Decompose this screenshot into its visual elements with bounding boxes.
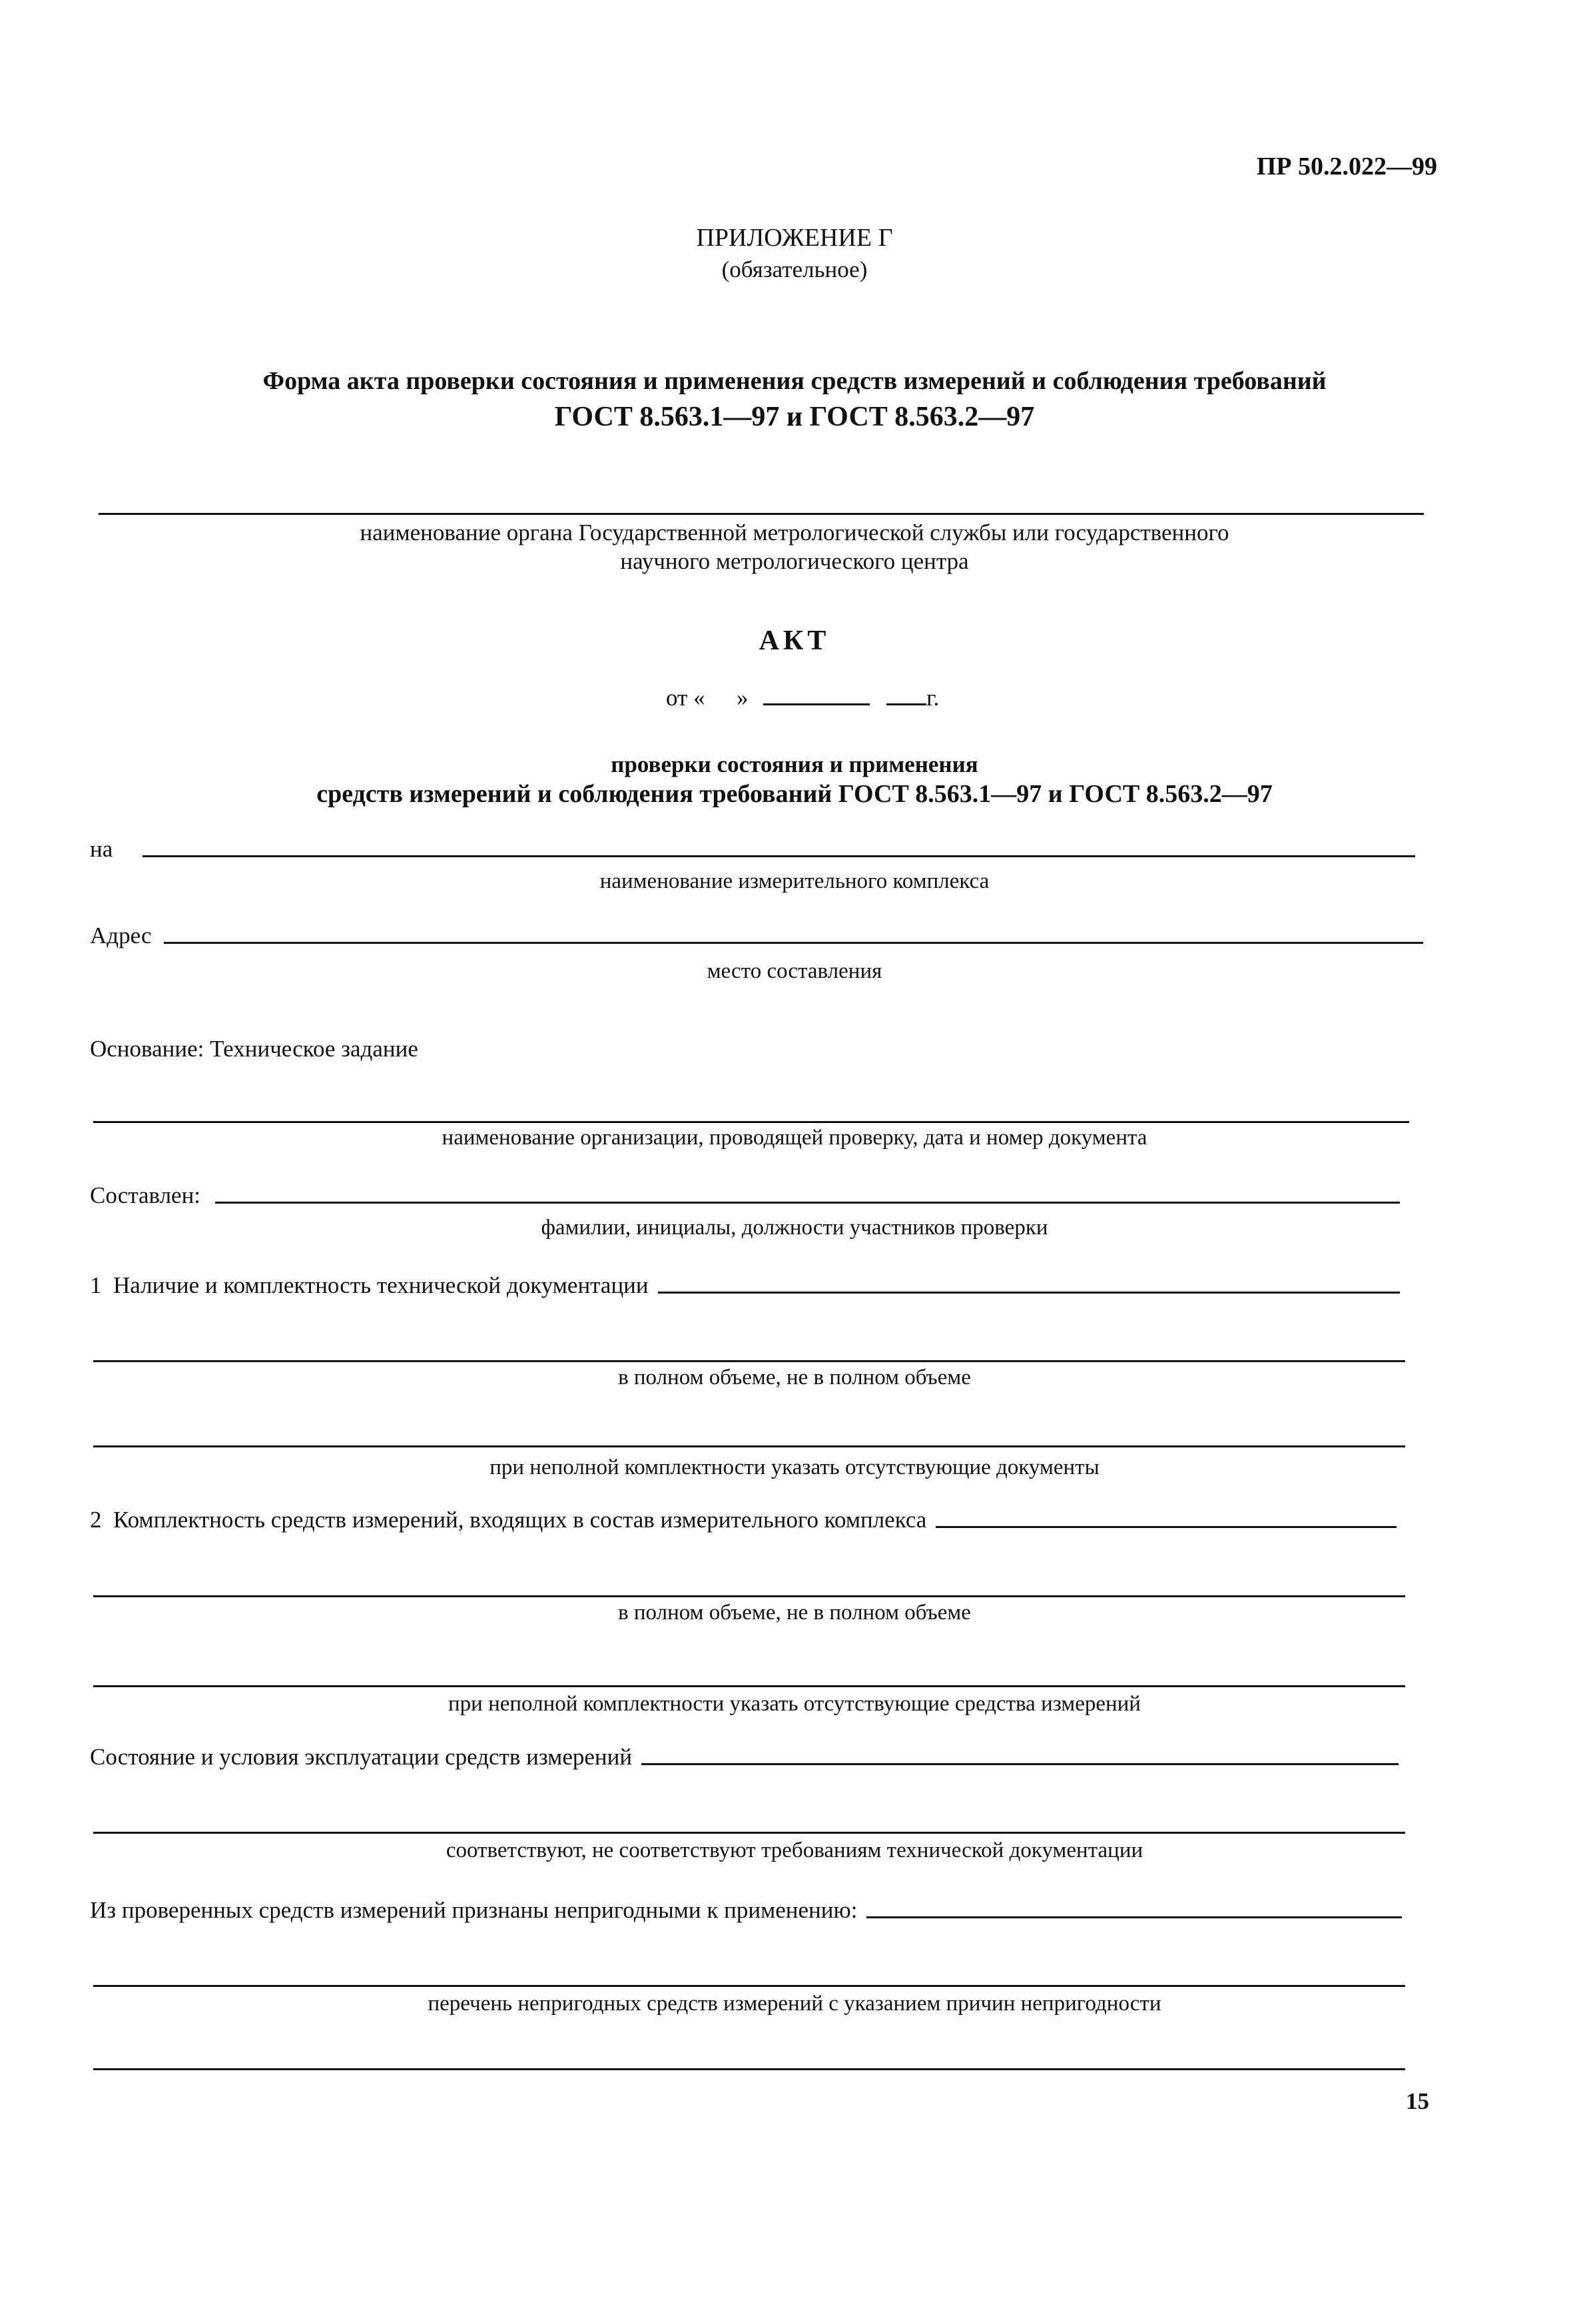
address-row [90, 923, 1423, 949]
appendix-title: ПРИЛОЖЕНИЕ Г [696, 224, 893, 252]
unfit-field-line[interactable] [866, 1916, 1402, 1918]
na-row [90, 836, 1415, 863]
unfit-caption: перечень непригодных средств измерений с указанием причин непригодности [428, 1992, 1161, 2016]
act-subtitle2: средств измерений и соблюдения требований ГОСТ 8.563.1—97 и ГОСТ 8.563.2—97 [316, 780, 1273, 808]
unfit-row [90, 1897, 1402, 1924]
section2-line2[interactable] [93, 1595, 1405, 1597]
section1-row [90, 1272, 1400, 1299]
composed-row [90, 1182, 1400, 1209]
section1-line2[interactable] [93, 1360, 1405, 1362]
address-label: Адрес [90, 923, 152, 949]
condition-caption: соответствуют, не соответствуют требованиям технической документации [446, 1838, 1143, 1862]
condition-line2[interactable] [93, 1832, 1405, 1834]
section1-caption1: в полном объеме, не в полном объеме [618, 1365, 971, 1389]
section1-label: 1 Наличие и комплектность технической документации [90, 1272, 649, 1298]
basis-field-line[interactable] [93, 1121, 1409, 1123]
na-field-line[interactable] [143, 855, 1415, 857]
section2-line3[interactable] [93, 1685, 1405, 1687]
form-title-line1: Форма акта проверки состояния и применения средств измерений и соблюдения требований [262, 367, 1327, 395]
section2-row [90, 1507, 1397, 1533]
date-month-blank[interactable] [763, 703, 870, 705]
date-suffix: г. [926, 685, 940, 711]
page-number: 15 [1406, 2088, 1429, 2114]
section2-caption1: в полном объеме, не в полном объеме [618, 1601, 971, 1625]
form-title-line2: ГОСТ 8.563.1—97 и ГОСТ 8.563.2—97 [554, 402, 1035, 432]
section1-line3[interactable] [93, 1445, 1405, 1447]
na-label: на [90, 836, 113, 862]
basis-label: Основание: Техническое задание [90, 1036, 418, 1062]
section2-caption2: при неполной комплектности указать отсутствующие средства измерений [448, 1692, 1141, 1716]
unfit-line2[interactable] [93, 1985, 1405, 1987]
date-prefix: от « [666, 685, 705, 711]
composed-field-line[interactable] [215, 1201, 1400, 1204]
date-mid: » [737, 685, 749, 711]
appendix-status: (обязательное) [721, 256, 868, 282]
section1-caption2: при неполной комплектности указать отсутствующие документы [489, 1455, 1100, 1479]
basis-caption: наименование организации, проводящей проверку, дата и номер документа [442, 1126, 1147, 1150]
condition-row [90, 1744, 1399, 1770]
org-name-line[interactable] [99, 513, 1424, 515]
document-code: ПР 50.2.022—99 [1256, 153, 1437, 181]
unfit-label: Из проверенных средств измерений признаны непригодными к применению: [90, 1897, 858, 1923]
condition-label: Состояние и условия эксплуатации средств измерений [90, 1744, 633, 1770]
section2-label: 2 Комплектность средств измерений, входящих в состав измерительного комплекса [90, 1507, 927, 1533]
section2-field-line[interactable] [936, 1525, 1397, 1528]
composed-label: Составлен: [90, 1182, 201, 1208]
act-subtitle1: проверки состояния и применения [611, 751, 978, 777]
unfit-line3[interactable] [93, 2068, 1405, 2070]
act-date [666, 685, 940, 711]
org-caption-line1: наименование органа Государственной метрологической службы или государственного [360, 520, 1229, 546]
condition-field-line[interactable] [641, 1762, 1399, 1765]
act-title: АКТ [759, 625, 830, 656]
address-field-line[interactable] [164, 941, 1423, 944]
composed-caption: фамилии, инициалы, должности участников проверки [541, 1216, 1048, 1240]
org-caption-line2: научного метрологического центра [620, 548, 969, 574]
na-caption: наименование измерительного комплекса [599, 869, 990, 893]
date-year-blank[interactable] [886, 703, 926, 705]
section1-field-line[interactable] [658, 1291, 1400, 1294]
address-caption: место составления [707, 959, 882, 983]
